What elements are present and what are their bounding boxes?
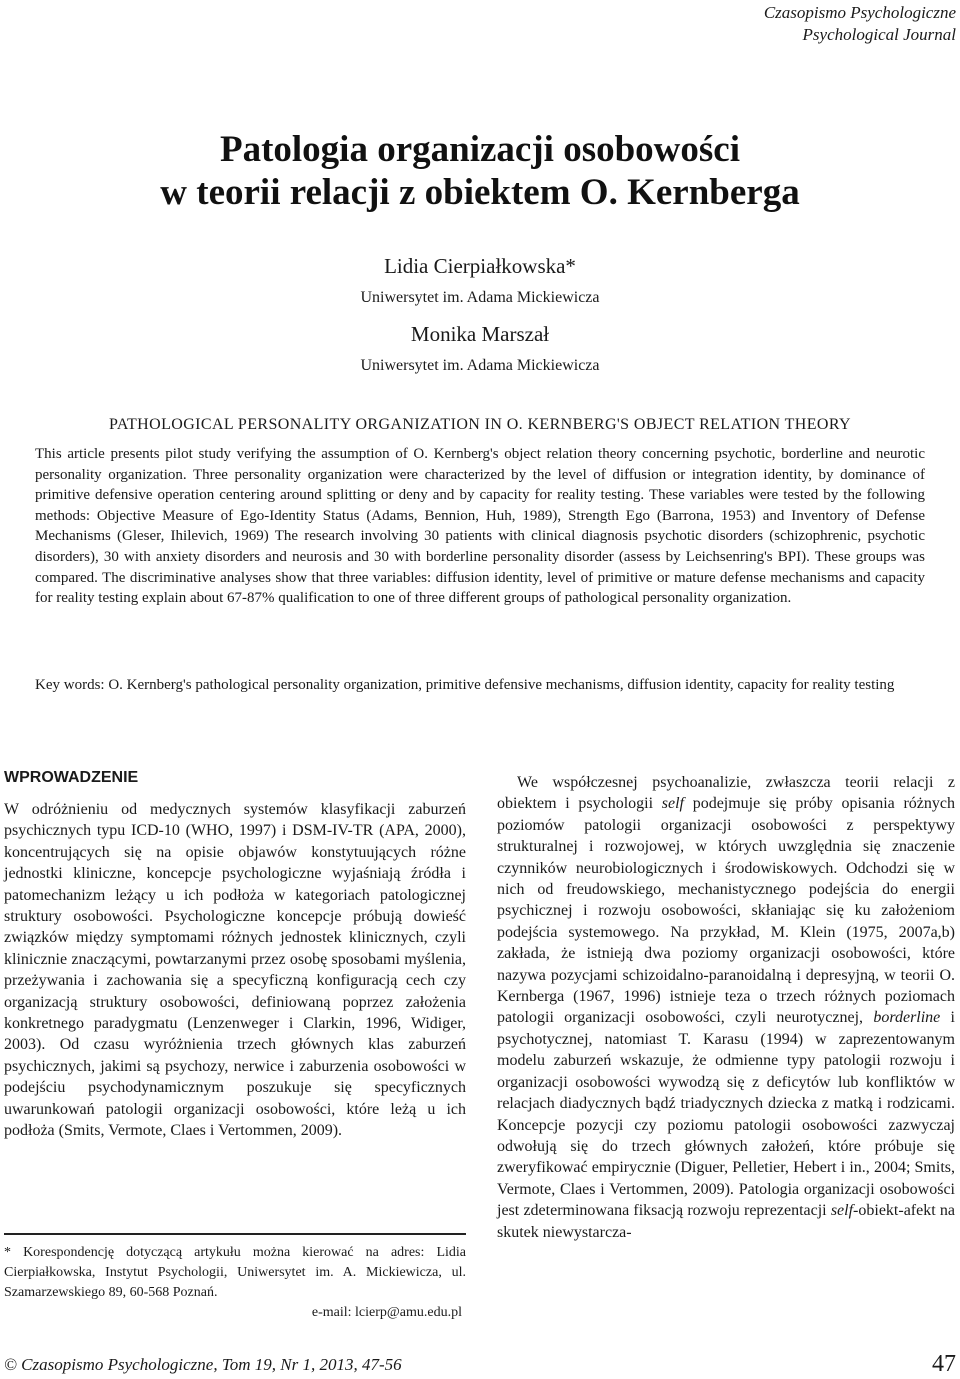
right-text-part4: -obiekt-afekt na skutek niewystarcza- <box>497 1202 955 1241</box>
section-heading: WPROWADZENIE <box>4 769 139 786</box>
keywords: Key words: O. Kernberg's pathological personality organization, primitive defensive mechanisms, diffusion identity, capacity for reality testing <box>35 677 895 693</box>
author-affiliation: Uniwersytet im. Adama Mickiewicza <box>360 289 600 306</box>
article-title <box>0 128 960 214</box>
journal-name-pl: Czasopismo Psychologiczne <box>763 3 956 22</box>
right-text-part3: i psychotycznej, natomiast T. Karasu (1994) w zaprezentowanym modelu zaburzeń wskazuje, że odmienne typy patologii rozwoju i organizacji osobowości wywodzą się z deficytów lub konfliktów w relacjach diadycznych bądź triadycznych dziecka z matką i rodzicami. Koncepcje pozycji czy poziomu patologii osobowości zazwyczaj odwołują się do trzech głównych założeń, które próbuje się zweryfikować empirycznie (Diguer, Pelletier, Hebert i in., 2004; Smits, Vermote, Claes i Vertommen, 2009). Patologia organizacji osobowości jest zdeterminowana fiksacją rozwoju reprezentacji <box>497 1009 956 1220</box>
footnote-email: e-mail: lcierp@amu.edu.pl <box>311 1305 462 1320</box>
journal-name-en: Psychological Journal <box>802 25 956 44</box>
correspondence-footnote <box>4 1243 466 1323</box>
author-affiliation: Uniwersytet im. Adama Mickiewicza <box>360 357 600 374</box>
abstract: This article presents pilot study verifying the assumption of O. Kernberg's object relation theory concerning psychotic, borderline and neurotic personality organization. Three personality organization were characterized by the level of diffusion or integration identity, by dominance of primitive defensive operation centering around splitting or deny and by capacity for reality testing. These variables were tested by the following methods: Objective Measure of Ego-Identity Status (Adams, Bennion, Huh, 1989), Strength Ego (Barrona, 1953) and Inventory of Defense Mechanisms (Gleser, Ihilevich, 1969) The research involving 30 patients with clinical diagnosis psychotic disorders (schizophrenic, psychotic disorders), 30 with anxiety disorders and neurosis and 30 with borderline personality disorder (assess by Leichsenring's BPI). These groups was compared. The discriminative analyses show that three variables: diffusion identity, level of primitive or mature defense mechanisms and capacity for reality testing explain about 67-87% qualification to one of three different groups of pathological personality organization. <box>35 446 925 607</box>
page-number: 47 <box>932 1351 956 1377</box>
footnote-divider <box>4 1233 466 1235</box>
footer-copyright: © Czasopismo Psychologiczne, Tom 19, Nr 1, 2013, 47-56 <box>4 1355 402 1374</box>
author-name: Monika Marszał <box>410 322 550 346</box>
article-title-line2: w teorii relacji z obiektem O. Kernberga <box>160 172 800 213</box>
body-paragraph-left: W odróżnieniu od medycznych systemów klasyfikacji zaburzeń psychicznych typu ICD-10 (WHO, 1997) i DSM-IV-TR (APA, 2000), koncentrujących się na opisie objawów konstytuujących różne jednostki kliniczne, koncepcje psychologiczne wyjaśniają źródła i patomechanizm leżący u ich podłoża w kategoriach patologicznej struktury osobowości. Psychologiczne koncepcje próbują dowieść związków między symptomami różnych jednostek klinicznych, czyli klinicznie znaczącymi, powtarzanymi przez osobę sposobami myślenia, przeżywania i zachowania się a specyficzną konfiguracją cech czy organizacją struktury osobowości, definiowaną poprzez założenia konkretnego paradygmatu (Lenzenweger i Clarkin, 1996, Widiger, 2003). Od czasu wyróżnienia trzech głównych klas zaburzeń psychicznych, jakimi są psychozy, nerwice i zaburzenia osobowości w podejściu psychodynamicznym poszukuje się specyficznych uwarunkowań patologii organizacji osobowości, które leżą u ich podłoża (Smits, Vermote, Claes i Vertommen, 2009). <box>4 801 466 1140</box>
footnote-text: * Korespondencję dotyczącą artykułu można kierować na adres: Lidia Cierpiałkowska, Instytut Psychologii, Uniwersytet im. A. Mickiewicza, ul. Szamarzewskiego 89, 60-568 Poznań. <box>4 1245 466 1300</box>
author-block <box>0 254 960 390</box>
left-column <box>4 768 466 1142</box>
english-title: PATHOLOGICAL PERSONALITY ORGANIZATION IN O. KERNBERG'S OBJECT RELATION THEORY <box>109 416 851 433</box>
borderline-term: borderline <box>873 1009 941 1027</box>
self-term: self <box>661 795 684 813</box>
journal-header <box>764 2 956 46</box>
author-name: Lidia Cierpiałkowska* <box>384 254 576 278</box>
self-term: self <box>830 1202 854 1220</box>
right-text-part2: podejmuje się próby opisania różnych poziomów patologii organizacji osobowości z perspektywy strukturalnej i rozwojowej, w których uwzględnia się znaczenie czynników neurobiologicznych i środowiskowych. Odchodzi się w nich od freudowskiego, mechanistycznego podejścia do energii psychicznej i rozwoju osobowości, skłaniając się ku założeniom podejścia systemowego. Na przykład, M. Klein (1975, 2007a,b) zakłada, że istnieją dwa poziomy organizacji osobowości, które nazywa pozycjami schizoidalno-paranoidalną i depresyjną, w teorii O. Kernberga (1967, 1996) istnieje teza o trzech różnych poziomach patologii organizacji osobowości, czyli neurotycznej, <box>497 795 955 1027</box>
article-title-line1: Patologia organizacji osobowości <box>219 129 740 170</box>
right-text-part1: We współczesnej psychoanalizie, zwłaszcza teorii relacji z obiektem i psychologii <box>497 774 955 813</box>
body-paragraph-right <box>497 772 955 1243</box>
